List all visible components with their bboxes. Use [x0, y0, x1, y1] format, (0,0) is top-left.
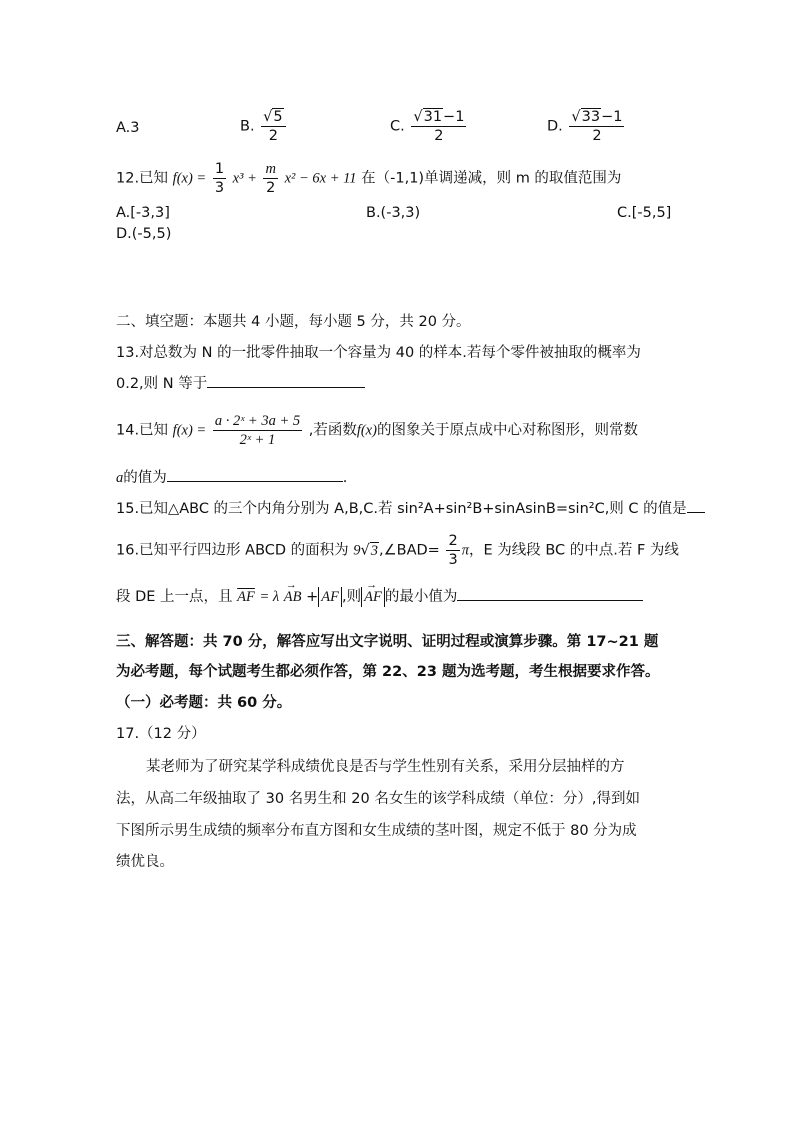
q17-line1: 某老师为了研究某学科成绩优良是否与学生性别有关系，采用分层抽样的方 — [146, 759, 625, 775]
q11-options — [116, 118, 140, 138]
q11-option-d-fraction: $\frac{√33-1}{2}$ — [571, 109, 623, 144]
q15-line: 15.已知△ABC 的三个内角分别为 A,B,C.若 sin²A+sin²B+sinAsinB=sin²C,则 C 的值是 — [116, 498, 705, 519]
q17-line3: 下图所示男生成绩的频率分布直方图和女生成绩的茎叶图，规定不低于 80 分为成 — [116, 823, 637, 839]
q13-line2: 0.2,则 N 等于 — [116, 373, 365, 394]
q11-option-a: A.3 — [116, 120, 140, 136]
q11-option-b: B. $\frac{√5}{2}$ — [240, 108, 288, 145]
q11-option-c-fraction: $\frac{√31-1}{2}$ — [413, 109, 465, 144]
q17-line2: 法，从高二年级抽取了 30 名男生和 20 名女生的该学科成绩（单位：分）,得到如 — [116, 791, 640, 807]
q17-line4: 绩优良。 — [116, 854, 174, 870]
section3-line3: （一）必考题：共 60 分。 — [116, 695, 292, 711]
q14-fraction: $\frac{\text{a · 2ˣ + 3a + 5}}{\text{2ˣ + 1}}$ — [214, 413, 301, 448]
q11-option-b-fraction: $\frac{√5}{2}$ — [261, 108, 285, 145]
q16-answer-blank[interactable] — [457, 586, 643, 601]
q14-answer-blank[interactable] — [167, 467, 343, 482]
q12-option-c: C.[-5,5] — [617, 205, 672, 221]
q13-answer-blank[interactable] — [207, 373, 365, 388]
q12-option-d: D.(-5,5) — [116, 226, 172, 242]
q15-answer-blank[interactable] — [687, 498, 705, 513]
q11-option-c: C. $\frac{√31-1}{2}$ — [390, 109, 465, 144]
q14-line2: a的值为 . — [116, 467, 347, 488]
q17-header: 17.（12 分） — [116, 726, 206, 742]
q11-option-d: D. $\frac{√33-1}{2}$ — [547, 109, 623, 144]
q12-stem: 12.已知 f(x) = $\frac{1}{3}$ x³ + $\frac{m}{2}$ x² − 6x + 11 在（-1,1)单调递减，则 m 的取值范围为 — [116, 161, 622, 196]
q12-option-b: B.(-3,3) — [366, 205, 421, 221]
q13-line1: 13.对总数为 N 的一批零件抽取一个容量为 40 的样本.若每个零件被抽取的概率为 — [116, 345, 641, 361]
section2-heading: 二、填空题：本题共 4 小题，每小题 5 分，共 20 分。 — [116, 314, 471, 330]
q16-line1: 16.已知平行四边形 ABCD 的面积为 9√3,∠BAD= $\frac{2}{3}$ π，E 为线段 BC 的中点.若 F 为线 — [116, 533, 679, 568]
q12-option-a: A.[-3,3] — [116, 205, 170, 221]
section3-line1: 三、解答题：共 70 分，解答应写出文字说明、证明过程或演算步骤。第 17~21 题 — [116, 634, 659, 650]
section3-line2: 为必考题，每个试题考生都必须作答，第 22、23 题为选考题，考生根据要求作答。 — [116, 664, 660, 680]
q16-line2: 段 DE 上一点，且 $\overline{AF} = \lambda$ → AB + AF ,则 → AF 的最小值为 — [116, 586, 643, 607]
q14-line1: 14.已知 f(x) = $\frac{\text{a · 2ˣ + 3a + 5}}{\text{2ˣ + 1}}$ ,若函数f(x)的图象关于原点成中心对称图形，则常数 — [116, 413, 638, 448]
